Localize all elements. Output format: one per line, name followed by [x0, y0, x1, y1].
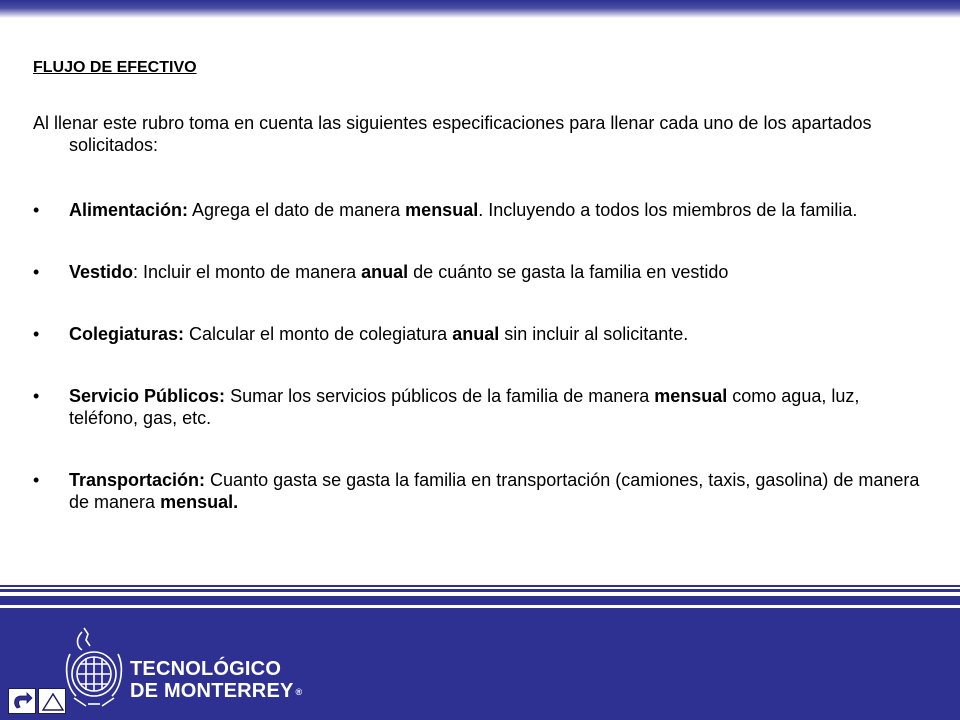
- return-arrow-icon: [9, 689, 37, 715]
- home-button[interactable]: [38, 688, 66, 714]
- home-icon: [39, 689, 67, 715]
- bullet-dot: •: [33, 324, 40, 344]
- bullet-list: [33, 199, 923, 513]
- bullet-emphasis: anual: [452, 324, 500, 344]
- logo-line-1: TECNOLÓGICO: [130, 658, 282, 680]
- bullet-term: Colegiaturas:: [69, 324, 185, 344]
- bullet-dot: •: [33, 386, 40, 406]
- divider-line: [0, 596, 960, 605]
- divider-line: [0, 585, 960, 587]
- bullet-servicios-publicos: [33, 385, 923, 429]
- header-gradient-bar: [0, 0, 960, 18]
- bullet-text: como agua, luz, teléfono, gas, etc.: [69, 386, 860, 428]
- bullet-dot: •: [33, 200, 40, 220]
- bullet-text: Calcular el monto de colegiatura: [184, 324, 453, 344]
- bullet-text: de cuánto se gasta la familia en vestido: [408, 262, 729, 282]
- bullet-text: sin incluir al solicitante.: [499, 324, 689, 344]
- document-body: [33, 58, 923, 513]
- bullet-dot: •: [33, 262, 40, 282]
- bullet-dot: •: [33, 470, 40, 490]
- bullet-term: Vestido: [69, 262, 134, 282]
- bullet-colegiaturas: [33, 323, 923, 345]
- bullet-text: Agrega el dato de manera: [188, 200, 406, 220]
- bullet-emphasis: mensual: [405, 200, 479, 220]
- footer-band: [0, 608, 960, 720]
- bullet-emphasis: mensual.: [160, 492, 239, 512]
- bullet-term: Servicio Públicos:: [69, 386, 226, 406]
- intro-paragraph: Al llenar este rubro toma en cuenta las siguientes especificaciones para llenar cada uno de los apartados solicitados:: [33, 113, 872, 155]
- bullet-emphasis: anual: [361, 262, 409, 282]
- document-title: FLUJO DE EFECTIVO: [33, 59, 197, 76]
- logo-line-2-text: DE MONTERREY: [130, 680, 294, 702]
- registered-mark: ®: [295, 686, 303, 697]
- divider-line: [0, 589, 960, 592]
- return-button[interactable]: [8, 688, 36, 714]
- bullet-term: Transportación:: [69, 470, 206, 490]
- bullet-term: Alimentación:: [69, 200, 189, 220]
- bullet-alimentacion: [33, 199, 923, 221]
- bullet-emphasis: mensual: [654, 386, 728, 406]
- logo-line-2: [130, 680, 302, 703]
- footer-divider-lines: [0, 585, 960, 608]
- bullet-transportacion: [33, 469, 923, 513]
- seal-icon: [62, 624, 126, 710]
- bullet-text: . Incluyendo a todos los miembros de la familia.: [478, 200, 858, 220]
- institution-logo-text: [130, 658, 302, 703]
- bullet-text: : Incluir el monto de manera: [133, 262, 362, 282]
- slide-navigation: [8, 688, 66, 714]
- bullet-text: Cuanto gasta se gasta la familia en transportación (camiones, taxis, gasolina) de manera de manera: [69, 470, 920, 512]
- bullet-vestido: [33, 261, 923, 283]
- bullet-text: Sumar los servicios públicos de la familia de manera: [225, 386, 655, 406]
